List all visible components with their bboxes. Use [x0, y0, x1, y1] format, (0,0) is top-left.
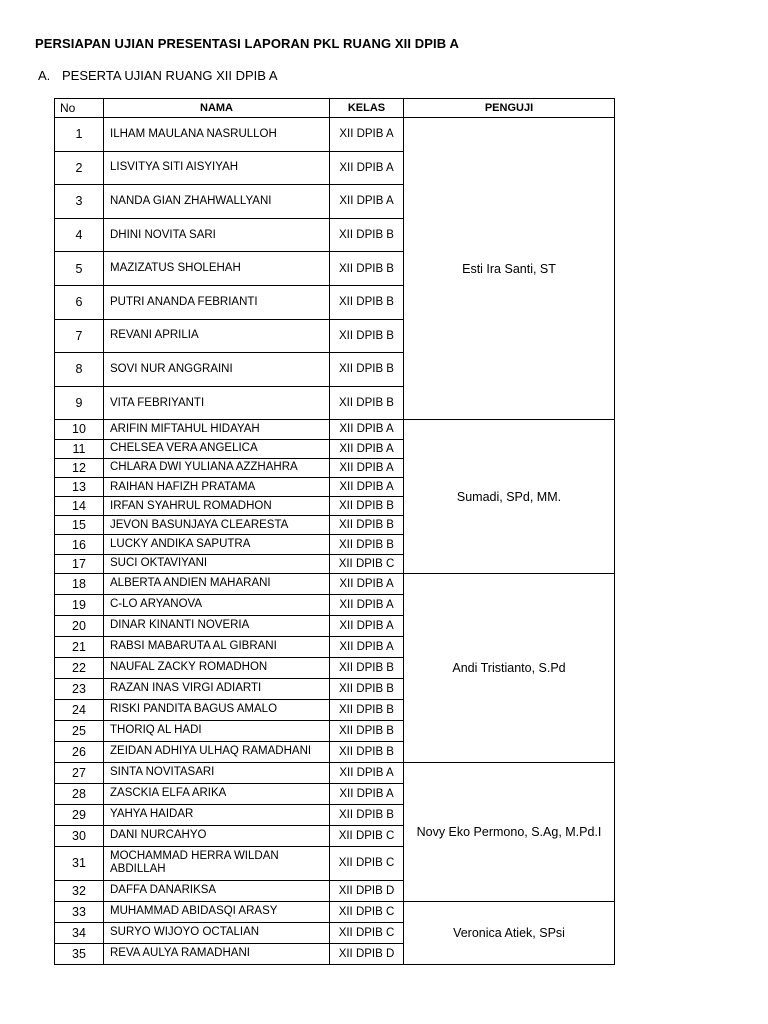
student-class: XII DPIB A: [330, 636, 404, 657]
examiner-name: Andi Tristianto, S.Pd: [404, 573, 615, 762]
student-name: NAUFAL ZACKY ROMADHON: [104, 657, 330, 678]
student-name: SOVI NUR ANGGRAINI: [104, 353, 330, 387]
student-class: XII DPIB B: [330, 252, 404, 286]
student-name: MOCHAMMAD HERRA WILDAN ABDILLAH: [104, 846, 330, 880]
student-class: XII DPIB B: [330, 285, 404, 319]
student-name: C-LO ARYANOVA: [104, 594, 330, 615]
student-name: NANDA GIAN ZHAHWALLYANI: [104, 185, 330, 219]
student-class: XII DPIB B: [330, 720, 404, 741]
document-title: PERSIAPAN UJIAN PRESENTASI LAPORAN PKL RUANG XII DPIB A: [35, 36, 459, 51]
student-name: MUHAMMAD ABIDASQI ARASY: [104, 901, 330, 922]
student-class: XII DPIB B: [330, 516, 404, 535]
row-number: 12: [55, 458, 104, 477]
student-class: XII DPIB A: [330, 477, 404, 496]
student-name: CHELSEA VERA ANGELICA: [104, 439, 330, 458]
student-name: DHINI NOVITA SARI: [104, 218, 330, 252]
row-number: 26: [55, 741, 104, 762]
row-number: 8: [55, 353, 104, 387]
student-class: XII DPIB A: [330, 762, 404, 783]
row-number: 15: [55, 516, 104, 535]
row-number: 17: [55, 554, 104, 573]
student-class: XII DPIB A: [330, 151, 404, 185]
student-name: RISKI PANDITA BAGUS AMALO: [104, 699, 330, 720]
row-number: 6: [55, 285, 104, 319]
examiner-name: Veronica Atiek, SPsi: [404, 901, 615, 964]
student-class: XII DPIB A: [330, 420, 404, 439]
student-class: XII DPIB C: [330, 846, 404, 880]
student-class: XII DPIB B: [330, 386, 404, 420]
table-row: [55, 762, 615, 783]
header-kelas: KELAS: [330, 99, 404, 118]
student-class: XII DPIB B: [330, 699, 404, 720]
student-class: XII DPIB B: [330, 741, 404, 762]
student-class: XII DPIB A: [330, 458, 404, 477]
student-class: XII DPIB C: [330, 825, 404, 846]
row-number: 21: [55, 636, 104, 657]
student-name: SUCI OKTAVIYANI: [104, 554, 330, 573]
student-class: XII DPIB B: [330, 218, 404, 252]
row-number: 27: [55, 762, 104, 783]
student-name: CHLARA DWI YULIANA AZZHAHRA: [104, 458, 330, 477]
student-class: XII DPIB A: [330, 573, 404, 594]
student-name: ZEIDAN ADHIYA ULHAQ RAMADHANI: [104, 741, 330, 762]
student-name: MAZIZATUS SHOLEHAH: [104, 252, 330, 286]
row-number: 35: [55, 943, 104, 964]
row-number: 19: [55, 594, 104, 615]
section-number: A.: [38, 68, 51, 83]
student-name: PUTRI ANANDA FEBRIANTI: [104, 285, 330, 319]
row-number: 3: [55, 185, 104, 219]
student-name: RAZAN INAS VIRGI ADIARTI: [104, 678, 330, 699]
row-number: 13: [55, 477, 104, 496]
student-name: RABSI MABARUTA AL GIBRANI: [104, 636, 330, 657]
student-class: XII DPIB D: [330, 880, 404, 901]
row-number: 31: [55, 846, 104, 880]
student-name: RAIHAN HAFIZH PRATAMA: [104, 477, 330, 496]
student-class: XII DPIB C: [330, 922, 404, 943]
student-class: XII DPIB C: [330, 901, 404, 922]
row-number: 32: [55, 880, 104, 901]
student-class: XII DPIB B: [330, 535, 404, 554]
row-number: 11: [55, 439, 104, 458]
student-name: DAFFA DANARIKSA: [104, 880, 330, 901]
student-name: THORIQ AL HADI: [104, 720, 330, 741]
row-number: 30: [55, 825, 104, 846]
student-name: YAHYA HAIDAR: [104, 804, 330, 825]
row-number: 2: [55, 151, 104, 185]
student-class: XII DPIB A: [330, 615, 404, 636]
student-name: SINTA NOVITASARI: [104, 762, 330, 783]
header-no: No: [55, 99, 104, 118]
row-number: 25: [55, 720, 104, 741]
student-name: ZASCKIA ELFA ARIKA: [104, 783, 330, 804]
table-row: [55, 420, 615, 439]
examiner-name: Sumadi, SPd, MM.: [404, 420, 615, 574]
student-name: REVA AULYA RAMADHANI: [104, 943, 330, 964]
student-class: XII DPIB B: [330, 353, 404, 387]
row-number: 22: [55, 657, 104, 678]
row-number: 20: [55, 615, 104, 636]
student-class: XII DPIB A: [330, 783, 404, 804]
student-class: XII DPIB B: [330, 497, 404, 516]
student-name: DANI NURCAHYO: [104, 825, 330, 846]
row-number: 5: [55, 252, 104, 286]
examiner-name: Novy Eko Permono, S.Ag, M.Pd.I: [404, 762, 615, 901]
student-class: XII DPIB A: [330, 439, 404, 458]
student-name: DINAR KINANTI NOVERIA: [104, 615, 330, 636]
row-number: 10: [55, 420, 104, 439]
student-name: SURYO WIJOYO OCTALIAN: [104, 922, 330, 943]
student-name: LUCKY ANDIKA SAPUTRA: [104, 535, 330, 554]
student-class: XII DPIB B: [330, 319, 404, 353]
row-number: 33: [55, 901, 104, 922]
table-body: [55, 118, 615, 965]
student-name: ILHAM MAULANA NASRULLOH: [104, 118, 330, 152]
student-class: XII DPIB A: [330, 118, 404, 152]
row-number: 1: [55, 118, 104, 152]
row-number: 28: [55, 783, 104, 804]
student-class: XII DPIB A: [330, 185, 404, 219]
examiner-name: Esti Ira Santi, ST: [404, 118, 615, 420]
student-class: XII DPIB B: [330, 657, 404, 678]
student-name: REVANI APRILIA: [104, 319, 330, 353]
participants-table: [54, 98, 615, 965]
student-name: ALBERTA ANDIEN MAHARANI: [104, 573, 330, 594]
row-number: 34: [55, 922, 104, 943]
table-row: [55, 573, 615, 594]
table-row: [55, 901, 615, 922]
student-class: XII DPIB C: [330, 554, 404, 573]
row-number: 4: [55, 218, 104, 252]
student-name: IRFAN SYAHRUL ROMADHON: [104, 497, 330, 516]
section-title: PESERTA UJIAN RUANG XII DPIB A: [62, 68, 278, 83]
header-penguji: PENGUJI: [404, 99, 615, 118]
student-name: ARIFIN MIFTAHUL HIDAYAH: [104, 420, 330, 439]
student-class: XII DPIB A: [330, 594, 404, 615]
student-name: LISVITYA SITI AISYIYAH: [104, 151, 330, 185]
row-number: 29: [55, 804, 104, 825]
row-number: 9: [55, 386, 104, 420]
student-class: XII DPIB B: [330, 678, 404, 699]
row-number: 18: [55, 573, 104, 594]
student-name: VITA FEBRIYANTI: [104, 386, 330, 420]
row-number: 23: [55, 678, 104, 699]
student-name: JEVON BASUNJAYA CLEARESTA: [104, 516, 330, 535]
student-class: XII DPIB D: [330, 943, 404, 964]
table-header-row: [55, 99, 615, 118]
student-class: XII DPIB B: [330, 804, 404, 825]
row-number: 24: [55, 699, 104, 720]
table-row: [55, 118, 615, 152]
row-number: 14: [55, 497, 104, 516]
section-heading: [38, 68, 278, 83]
header-nama: NAMA: [104, 99, 330, 118]
row-number: 16: [55, 535, 104, 554]
row-number: 7: [55, 319, 104, 353]
